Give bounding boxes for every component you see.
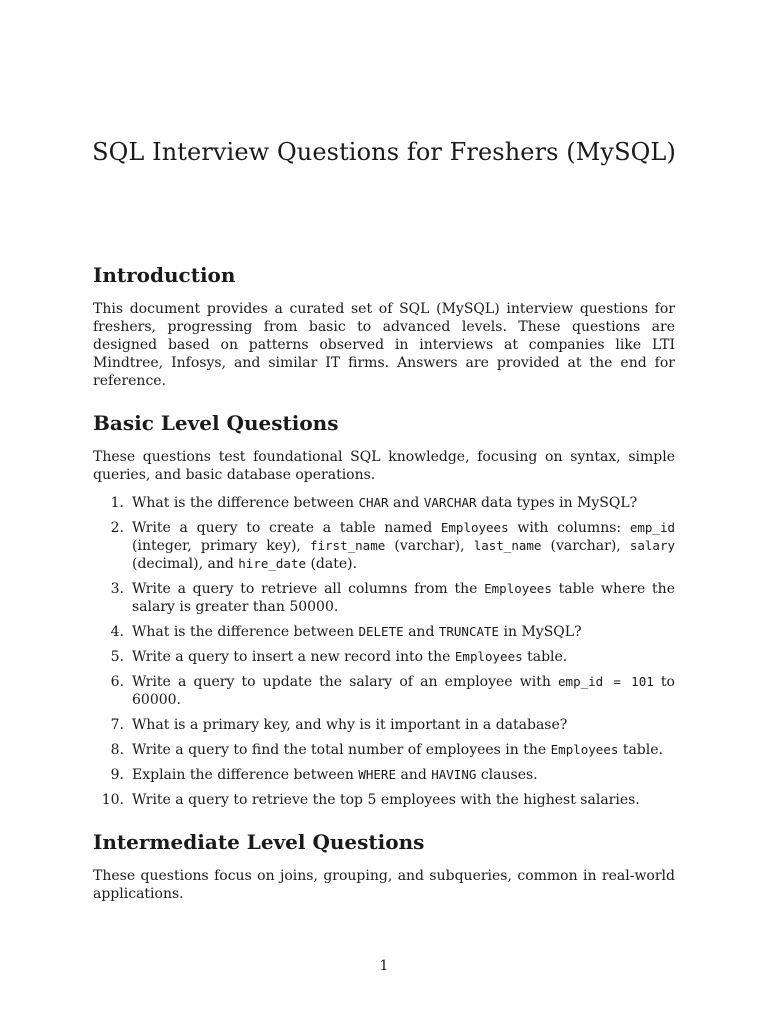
- inline-code: CHAR: [358, 495, 389, 510]
- question-text: Explain the difference between: [132, 767, 359, 783]
- basic-questions-section: [93, 410, 675, 809]
- inline-code: Employees: [550, 742, 619, 757]
- question-number: 9.: [110, 767, 124, 783]
- question-text: Write a query to insert a new record into the: [132, 649, 455, 665]
- question-text: What is a primary key, and why is it important in a database?: [132, 717, 568, 733]
- page-title: SQL Interview Questions for Freshers (MySQL): [92, 138, 676, 166]
- inline-code: Employees: [454, 649, 523, 664]
- inline-code: HAVING: [431, 767, 477, 782]
- basic-questions-paragraph: These questions test foundational SQL knowledge, focusing on syntax, simple queries, and basic database operations.: [93, 449, 675, 483]
- document-body: [93, 262, 675, 903]
- question-text: (decimal), and: [132, 556, 239, 572]
- question-text: What is the difference between: [132, 624, 359, 640]
- question-number: 10.: [101, 792, 124, 808]
- question-text: clauses.: [476, 767, 538, 783]
- question-item: [93, 766, 675, 784]
- basic-questions-list: [93, 494, 675, 809]
- question-number: 8.: [110, 742, 124, 758]
- question-text: What is the difference between: [132, 495, 359, 511]
- question-item: [93, 716, 675, 734]
- question-text: table.: [618, 742, 663, 758]
- question-text: (integer, primary key),: [132, 538, 310, 554]
- inline-code: emp_id = 101: [558, 674, 654, 689]
- question-text: and: [403, 624, 439, 640]
- inline-code: Employees: [484, 581, 552, 596]
- question-number: 4.: [110, 624, 124, 640]
- intermediate-questions-paragraph: These questions focus on joins, grouping, and subqueries, common in real-world applications.: [93, 868, 675, 902]
- question-text: Write a query to retrieve the top 5 employees with the highest salaries.: [132, 792, 640, 808]
- question-text: in MySQL?: [499, 624, 582, 640]
- inline-code: first_name: [309, 538, 386, 553]
- inline-code: emp_id: [629, 520, 675, 535]
- inline-code: DELETE: [358, 624, 404, 639]
- question-item: [93, 494, 675, 512]
- question-text: and: [388, 495, 424, 511]
- inline-code: last_name: [473, 538, 542, 553]
- question-item: [93, 519, 675, 573]
- question-number: 1.: [110, 495, 124, 511]
- question-text: (varchar),: [385, 538, 474, 554]
- question-item: [93, 623, 675, 641]
- question-number: 2.: [110, 520, 124, 536]
- question-text: and: [396, 767, 432, 783]
- question-text: table.: [522, 649, 568, 665]
- inline-code: WHERE: [358, 767, 396, 782]
- question-item: [93, 580, 675, 616]
- question-text: Write a query to retrieve all columns from the: [132, 581, 485, 597]
- question-text: Write a query to create a table named: [132, 520, 441, 536]
- question-text: with columns:: [508, 520, 630, 536]
- question-item: [93, 741, 675, 759]
- inline-code: hire_date: [238, 556, 306, 571]
- question-number: 5.: [110, 649, 124, 665]
- question-item: [93, 648, 675, 666]
- question-item: [93, 791, 675, 809]
- question-text: to 60000.: [132, 674, 675, 708]
- question-text: (varchar),: [541, 538, 630, 554]
- inline-code: salary: [629, 538, 676, 553]
- introduction-heading: Introduction: [93, 263, 236, 287]
- question-item: [93, 673, 675, 709]
- question-text: Write a query to find the total number of employees in the: [132, 742, 551, 758]
- inline-code: VARCHAR: [423, 495, 477, 510]
- question-number: 7.: [110, 717, 124, 733]
- question-text: Write a query to update the salary of an employee with: [132, 674, 559, 690]
- basic-questions-heading: Basic Level Questions: [93, 411, 339, 435]
- question-text: table where the salary is greater than 50000.: [132, 581, 675, 615]
- introduction-section: [93, 262, 675, 390]
- intermediate-questions-heading: Intermediate Level Questions: [93, 830, 425, 854]
- page-number: 1: [379, 958, 389, 974]
- introduction-paragraph: This document provides a curated set of SQL (MySQL) interview questions for freshers, progressing from basic to advanced levels. These questions are designed based on patterns observed in interviews at companies like LTI Mindtree, Infosys, and similar IT firms. Answers are provided at the end for reference.: [93, 301, 675, 389]
- question-text: (date).: [306, 556, 358, 572]
- inline-code: TRUNCATE: [438, 624, 500, 639]
- question-number: 6.: [110, 674, 124, 690]
- question-text: data types in MySQL?: [476, 495, 638, 511]
- intermediate-questions-section: [93, 829, 675, 903]
- question-number: 3.: [110, 581, 124, 597]
- inline-code: Employees: [440, 520, 509, 535]
